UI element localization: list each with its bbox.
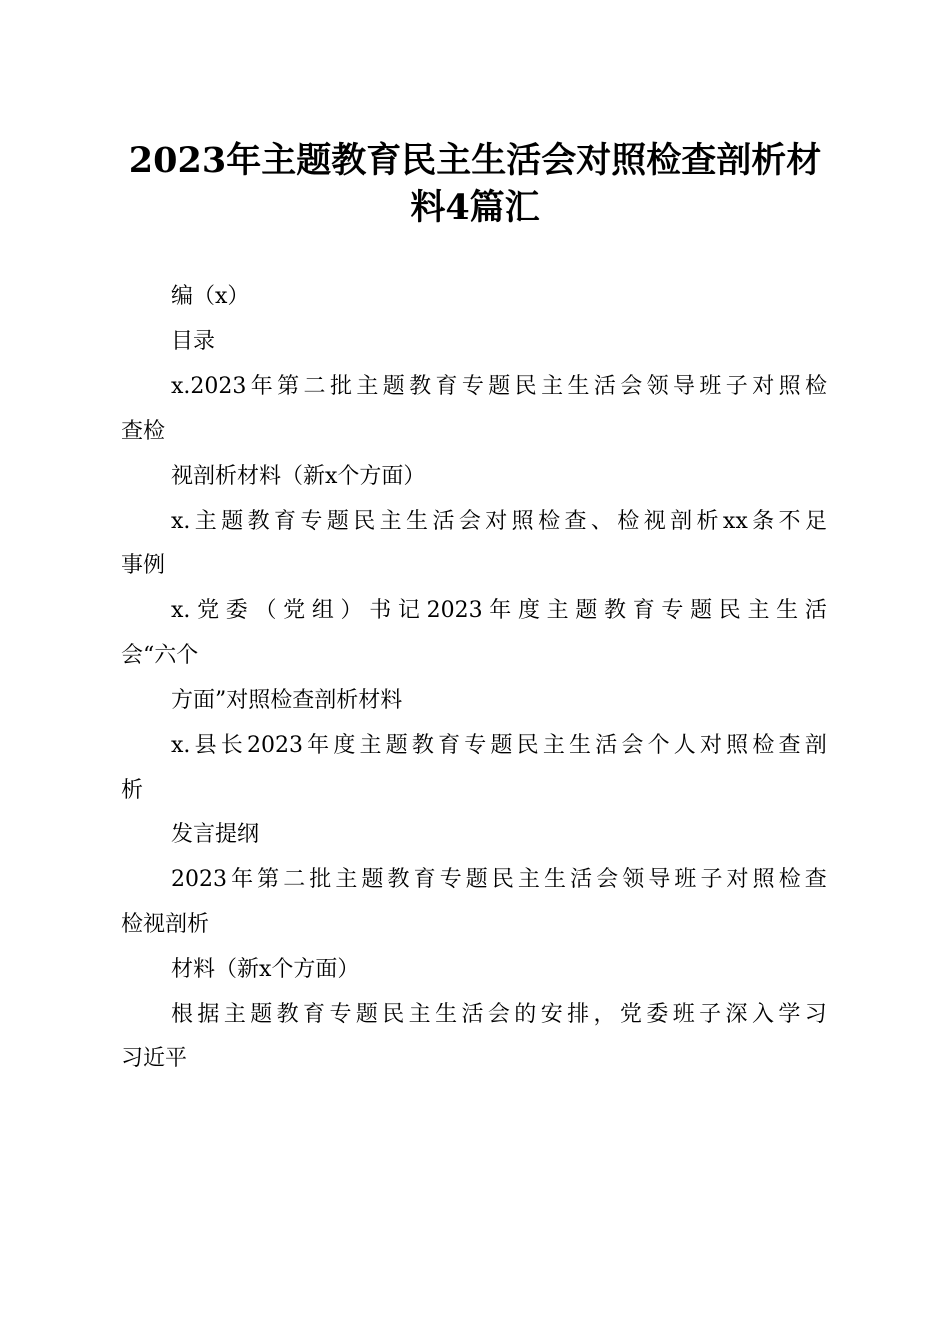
text-token: 学 bbox=[778, 1002, 801, 1027]
text-token: 主 bbox=[335, 867, 358, 892]
text-token: 专 bbox=[329, 1002, 352, 1027]
text-token: 子 bbox=[700, 867, 723, 892]
text-token: 主 bbox=[541, 374, 564, 399]
text-token: 专 bbox=[464, 733, 487, 758]
text-token: 对 bbox=[752, 374, 775, 399]
text-token: 班 bbox=[672, 1002, 695, 1027]
text-token: 照 bbox=[726, 733, 749, 758]
text-token: 题 bbox=[575, 598, 598, 623]
text-token: 根 bbox=[171, 1002, 194, 1027]
text-token: 剖 bbox=[804, 733, 827, 758]
text-token: 会 bbox=[596, 867, 619, 892]
toc-item-4 bbox=[171, 731, 827, 761]
text-token: 检 bbox=[617, 509, 640, 534]
text-token: 民 bbox=[514, 374, 537, 399]
text-token: 主 bbox=[517, 867, 540, 892]
text-token: 会 bbox=[458, 509, 481, 534]
author-line: 编（x） bbox=[171, 284, 250, 309]
text-token: 个 bbox=[647, 733, 670, 758]
text-token: 导 bbox=[648, 867, 671, 892]
text-token: 育 bbox=[435, 374, 458, 399]
text-token: ， bbox=[593, 1002, 616, 1027]
text-token: 年 bbox=[231, 867, 254, 892]
text-token: 视 bbox=[643, 509, 666, 534]
text-token: 第 bbox=[257, 867, 280, 892]
text-token: 题 bbox=[221, 509, 244, 534]
text-token: 主 bbox=[359, 733, 382, 758]
text-token: 班 bbox=[674, 867, 697, 892]
toc-item-3-cont-2: 方面”对照检查剖析材料 bbox=[171, 688, 403, 713]
text-token: 习 bbox=[804, 1002, 827, 1027]
text-token: 题 bbox=[355, 1002, 378, 1027]
text-token: 二 bbox=[303, 374, 326, 399]
text-token: 生 bbox=[569, 733, 592, 758]
text-token: 活 bbox=[595, 733, 618, 758]
text-token: 主 bbox=[379, 509, 402, 534]
text-token: 育 bbox=[632, 598, 655, 623]
text-token: 活 bbox=[570, 867, 593, 892]
text-token: xx bbox=[722, 509, 748, 534]
text-token: 年 bbox=[489, 598, 512, 623]
section-heading-cont: 检视剖析 bbox=[121, 912, 210, 937]
text-token: （ bbox=[254, 598, 277, 623]
text-token: 年 bbox=[307, 733, 330, 758]
text-token: 查 bbox=[804, 867, 827, 892]
text-token: 长 bbox=[220, 733, 243, 758]
text-token: 题 bbox=[250, 1002, 273, 1027]
text-token: 2023 bbox=[426, 598, 483, 623]
text-token: x.2023 bbox=[171, 374, 247, 399]
text-token: 育 bbox=[413, 867, 436, 892]
text-token: 育 bbox=[303, 1002, 326, 1027]
text-token: 第 bbox=[277, 374, 300, 399]
text-token: 会 bbox=[487, 1002, 510, 1027]
text-token: 年 bbox=[250, 374, 273, 399]
text-token: 活 bbox=[804, 598, 827, 623]
text-token: 主 bbox=[223, 1002, 246, 1027]
text-token: 检 bbox=[804, 374, 827, 399]
toc-item-1-cont-2: 视剖析材料（新x个方面） bbox=[171, 464, 426, 489]
text-token: 主 bbox=[194, 509, 217, 534]
text-token: 子 bbox=[725, 374, 748, 399]
text-token: 对 bbox=[699, 733, 722, 758]
text-token: 活 bbox=[461, 1002, 484, 1027]
text-token: 活 bbox=[593, 374, 616, 399]
text-token: 排 bbox=[567, 1002, 590, 1027]
text-token: 2023 bbox=[246, 733, 303, 758]
toc-item-4-cont-2: 发言提纲 bbox=[171, 822, 260, 847]
text-token: 委 bbox=[225, 598, 248, 623]
text-token: 题 bbox=[690, 598, 713, 623]
text-token: 委 bbox=[646, 1002, 669, 1027]
toc-item-2 bbox=[171, 507, 827, 537]
text-token: 生 bbox=[406, 509, 429, 534]
section-heading bbox=[171, 865, 827, 895]
text-token: 书 bbox=[369, 598, 392, 623]
text-token: 主 bbox=[408, 1002, 431, 1027]
text-token: 查 bbox=[564, 509, 587, 534]
text-token: 专 bbox=[661, 598, 684, 623]
text-token: 教 bbox=[409, 374, 432, 399]
text-token: 照 bbox=[511, 509, 534, 534]
text-token: 主 bbox=[546, 598, 569, 623]
text-token: 照 bbox=[778, 374, 801, 399]
text-token: 记 bbox=[397, 598, 420, 623]
toc-item-2-cont: 事例 bbox=[121, 553, 166, 578]
toc-heading: 目录 bbox=[171, 329, 216, 354]
text-token: 据 bbox=[197, 1002, 220, 1027]
text-token: 教 bbox=[387, 867, 410, 892]
text-token: 会 bbox=[620, 374, 643, 399]
text-token: 主 bbox=[747, 598, 770, 623]
text-token: 安 bbox=[540, 1002, 563, 1027]
text-token: 民 bbox=[382, 1002, 405, 1027]
toc-item-3-cont: 会“六个 bbox=[121, 643, 199, 668]
text-token: x. bbox=[171, 509, 191, 534]
text-token: 析 bbox=[696, 509, 719, 534]
text-token: 领 bbox=[622, 867, 645, 892]
text-token: 育 bbox=[438, 733, 461, 758]
text-token: 生 bbox=[567, 374, 590, 399]
text-token: 活 bbox=[432, 509, 455, 534]
text-token: 党 bbox=[619, 1002, 642, 1027]
toc-item-1 bbox=[171, 372, 827, 402]
text-token: x. bbox=[171, 598, 191, 623]
text-token: 题 bbox=[385, 733, 408, 758]
text-token: 导 bbox=[673, 374, 696, 399]
text-token: 查 bbox=[778, 733, 801, 758]
text-token: 对 bbox=[726, 867, 749, 892]
text-token: 民 bbox=[718, 598, 741, 623]
body-paragraph-cont: 习近平 bbox=[121, 1046, 188, 1071]
text-token: 检 bbox=[778, 867, 801, 892]
text-token: 民 bbox=[491, 867, 514, 892]
text-token: 检 bbox=[752, 733, 775, 758]
toc-item-1-cont: 查检 bbox=[121, 419, 166, 444]
text-token: 题 bbox=[382, 374, 405, 399]
text-token: 入 bbox=[751, 1002, 774, 1027]
text-token: 育 bbox=[274, 509, 297, 534]
text-token: 专 bbox=[300, 509, 323, 534]
text-token: 生 bbox=[435, 1002, 458, 1027]
text-token: 主 bbox=[356, 374, 379, 399]
text-token: 生 bbox=[776, 598, 799, 623]
text-token: 县 bbox=[194, 733, 217, 758]
toc-item-4-cont: 析 bbox=[121, 778, 144, 803]
text-token: 对 bbox=[485, 509, 508, 534]
text-token: 、 bbox=[590, 509, 613, 534]
text-token: 会 bbox=[621, 733, 644, 758]
text-token: 党 bbox=[283, 598, 306, 623]
text-token: 题 bbox=[465, 867, 488, 892]
text-token: 民 bbox=[516, 733, 539, 758]
text-token: 照 bbox=[752, 867, 775, 892]
text-token: 度 bbox=[333, 733, 356, 758]
text-token: 领 bbox=[646, 374, 669, 399]
text-token: 剖 bbox=[670, 509, 693, 534]
text-token: 人 bbox=[673, 733, 696, 758]
text-token: 教 bbox=[276, 1002, 299, 1027]
text-token: 批 bbox=[309, 867, 332, 892]
document-title-line-1: 2023年主题教育民主生活会对照检查剖析材 bbox=[128, 140, 822, 181]
text-token: 专 bbox=[461, 374, 484, 399]
text-token: 不 bbox=[778, 509, 801, 534]
text-token: 题 bbox=[488, 374, 511, 399]
text-token: 度 bbox=[517, 598, 540, 623]
section-heading-cont-2: 材料（新x个方面） bbox=[171, 957, 360, 982]
text-token: 检 bbox=[538, 509, 561, 534]
text-token: 民 bbox=[353, 509, 376, 534]
text-token: 教 bbox=[604, 598, 627, 623]
text-token: 教 bbox=[411, 733, 434, 758]
document-title-line-2: 料4篇汇 bbox=[410, 187, 540, 228]
text-token: 批 bbox=[329, 374, 352, 399]
text-token: 题 bbox=[326, 509, 349, 534]
text-token: 2023 bbox=[171, 867, 227, 892]
text-token: 教 bbox=[247, 509, 270, 534]
text-token: ） bbox=[340, 598, 363, 623]
text-token: 主 bbox=[542, 733, 565, 758]
text-token: 条 bbox=[752, 509, 775, 534]
text-token: 班 bbox=[699, 374, 722, 399]
text-token: 子 bbox=[699, 1002, 722, 1027]
text-token: 题 bbox=[490, 733, 513, 758]
text-token: 组 bbox=[311, 598, 334, 623]
text-token: 题 bbox=[361, 867, 384, 892]
toc-item-3 bbox=[171, 596, 827, 626]
text-token: 足 bbox=[804, 509, 827, 534]
text-token: 深 bbox=[725, 1002, 748, 1027]
text-token: x. bbox=[171, 733, 191, 758]
text-token: 党 bbox=[197, 598, 220, 623]
text-token: 生 bbox=[544, 867, 567, 892]
text-token: 专 bbox=[439, 867, 462, 892]
text-token: 二 bbox=[283, 867, 306, 892]
text-token: 的 bbox=[514, 1002, 537, 1027]
body-paragraph bbox=[171, 1000, 827, 1030]
